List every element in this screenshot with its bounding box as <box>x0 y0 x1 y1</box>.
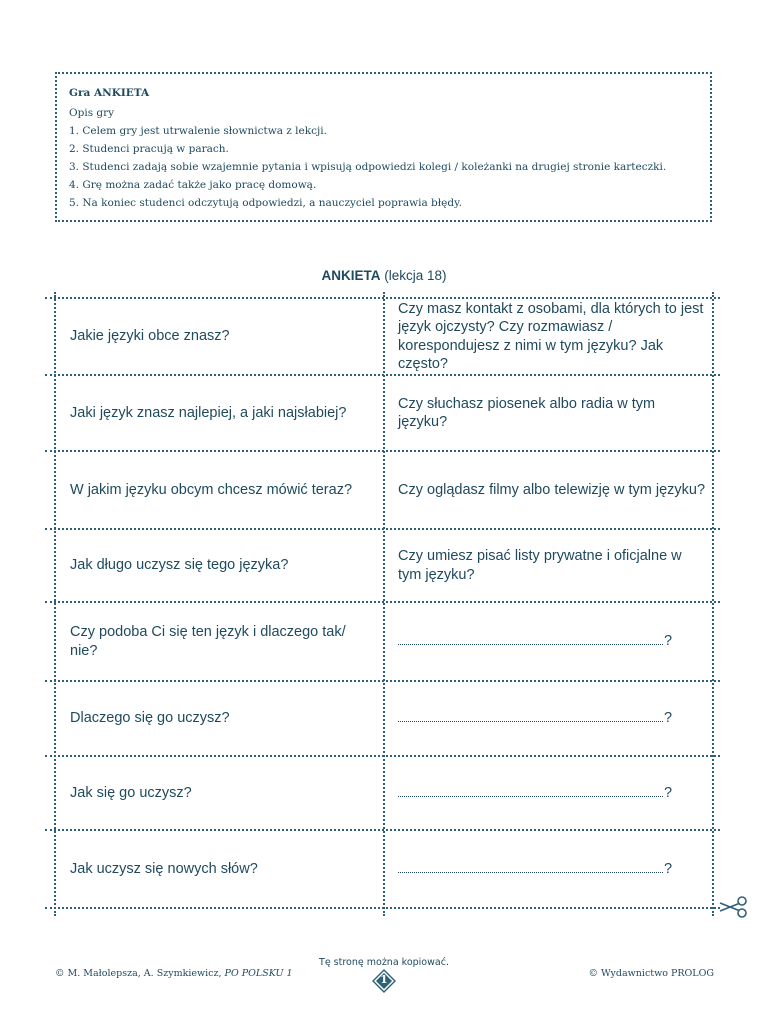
copy-permission-note: Tę stronę można kopiować. <box>319 957 449 968</box>
question-card <box>70 530 375 601</box>
footer-authors <box>55 968 293 979</box>
dotted-fill-line <box>398 720 663 722</box>
question-text: Jak uczysz się nowych słów? <box>70 860 258 877</box>
blank-question-card <box>398 682 708 755</box>
question-text: Jakie języki obce znasz? <box>70 328 230 345</box>
rule-line-1: 1. Celem gry jest utrwalenie słownictwa z lekcji. <box>69 125 327 137</box>
question-mark: ? <box>664 633 673 650</box>
blank-question-card <box>398 757 708 829</box>
question-text: Jak się go uczysz? <box>70 784 192 801</box>
scissors-icon <box>718 896 748 918</box>
dotted-fill-line <box>398 871 663 873</box>
footer-authors-names: © M. Małolepsza, A. Szymkiewicz, <box>55 968 225 979</box>
dotted-fill-line <box>398 795 663 797</box>
question-card <box>398 376 708 450</box>
question-text: Jaki język znasz najlepiej, a jaki najsłabiej? <box>70 404 347 421</box>
survey-title-lesson: (lekcja 18) <box>380 268 447 283</box>
rule-line-2: 2. Studenci pracują w parach. <box>69 143 229 155</box>
rule-line-5: 5. Na koniec studenci odczytują odpowiedzi, a nauczyciel poprawia błędy. <box>69 197 462 209</box>
question-text: Jak długo uczysz się tego języka? <box>70 557 289 574</box>
survey-title-bold: ANKIETA <box>321 268 381 283</box>
question-card <box>70 757 375 829</box>
question-text: W jakim języku obcym chcesz mówić teraz? <box>70 481 353 498</box>
cut-line-vertical <box>383 292 385 916</box>
question-card <box>70 682 375 755</box>
question-text: Dlaczego się go uczysz? <box>70 710 230 727</box>
dotted-fill-line <box>398 643 663 645</box>
blank-question-card <box>398 603 708 680</box>
rules-title: Gra ANKIETA <box>69 87 150 99</box>
page-badge-icon <box>372 969 396 993</box>
question-text: Czy podoba Ci się ten język i dlaczego tak/ nie? <box>70 624 346 659</box>
cut-line-vertical <box>54 292 56 916</box>
question-card <box>398 530 708 601</box>
question-card <box>70 376 375 450</box>
question-text: Czy masz kontakt z osobami, dla których to jest język ojczysty? Czy rozmawiasz / korespondujesz z nimi w tym języku? Jak często? <box>398 300 704 372</box>
question-mark: ? <box>664 784 673 801</box>
page-number: 1 <box>380 973 388 986</box>
question-card <box>398 452 708 528</box>
blank-line <box>398 860 672 879</box>
question-mark: ? <box>664 710 673 727</box>
blank-line <box>398 632 672 651</box>
question-card <box>70 603 375 680</box>
question-mark: ? <box>664 860 673 877</box>
question-card <box>70 452 375 528</box>
blank-question-card <box>398 831 708 907</box>
cut-line-vertical <box>712 292 714 916</box>
question-text: Czy oglądasz filmy albo telewizję w tym języku? <box>398 481 706 498</box>
footer-publisher: © Wydawnictwo PROLOG <box>588 968 714 979</box>
question-card <box>398 299 708 374</box>
rule-line-3: 3. Studenci zadają sobie wzajemnie pytania i wpisują odpowiedzi kolegi / koleżanki na drugiej stronie karteczki. <box>69 161 667 173</box>
blank-line <box>398 784 672 803</box>
blank-line <box>398 709 672 728</box>
question-card <box>70 299 375 374</box>
question-card <box>70 831 375 907</box>
question-text: Czy słuchasz piosenek albo radia w tym języku? <box>398 395 656 430</box>
rules-subtitle: Opis gry <box>69 107 115 119</box>
question-text: Czy umiesz pisać listy prywatne i oficjalne w tym języku? <box>398 548 682 583</box>
footer-book-title: PO POLSKU 1 <box>224 968 293 979</box>
rule-line-4: 4. Grę można zadać także jako pracę domową. <box>69 179 317 191</box>
